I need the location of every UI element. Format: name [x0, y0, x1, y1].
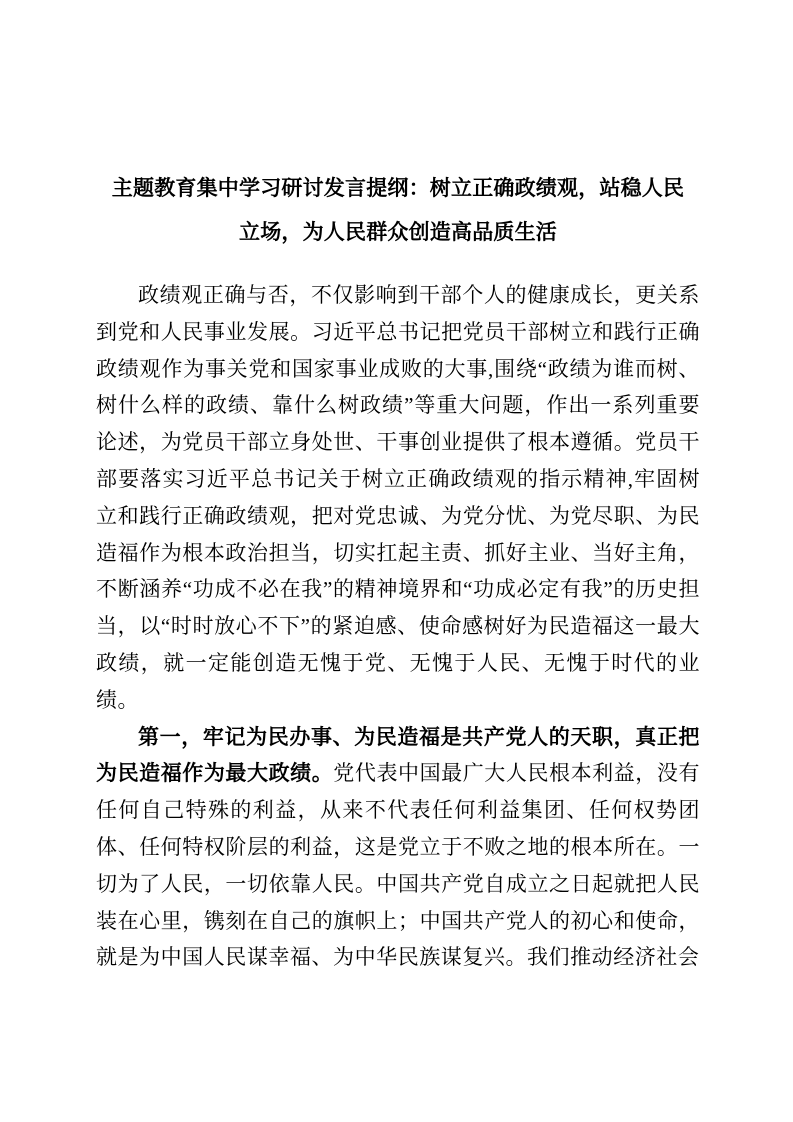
paragraph-first-point [96, 719, 700, 977]
paragraph-first-point-lead: 第一，牢记为民办事、为民造福是共产党人的天职，真正把为民造福作为最大政绩。 [96, 724, 700, 786]
document-title-line-2: 立场，为人民群众创造高品质生活 [239, 220, 557, 244]
paragraph-intro-text: 政绩观正确与否，不仅影响到干部个人的健康成长，更关系到党和人民事业发展。习近平总书记把党员干部树立和践行正确政绩观作为事关党和国家事业成败的大事,围绕“政绩为谁而树、树什么样的政绩、靠什么树政绩”等重大问题，作出一系列重要论述，为党员干部立身处世、干事创业提供了根本遵循。党员干部要落实习近平总书记关于树立正确政绩观的指示精神,牢固树立和践行正确政绩观，把对党忠诚、为党分忧、为党尽职、为民造福作为根本政治担当，切实扛起主责、抓好主业、当好主角，不断涵养“功成不必在我”的精神境界和“功成必定有我”的历史担当，以“时时放心不下”的紧迫感、使命感树好为民造福这一最大政绩，就一定能创造无愧于党、无愧于人民、无愧于时代的业绩。 [96, 283, 700, 712]
document-title [96, 166, 700, 254]
document-body [96, 277, 700, 976]
paragraph-intro [96, 277, 700, 719]
document-title-line-1: 主题教育集中学习研讨发言提纲：树立正确政绩观，站稳人民 [111, 176, 685, 200]
paragraph-first-point-text: 党代表中国最广大人民根本利益，没有任何自己特殊的利益，从来不代表任何利益集团、任何权势团体、任何特权阶层的利益，这是党立于不败之地的根本所在。一切为了人民，一切依靠人民。中国共产党自成立之日起就把人民装在心里，镌刻在自己的旗帜上；中国共产党人的初心和使命，就是为中国人民谋幸福、为中华民族谋复兴。我们推动经济社会 [96, 761, 700, 970]
